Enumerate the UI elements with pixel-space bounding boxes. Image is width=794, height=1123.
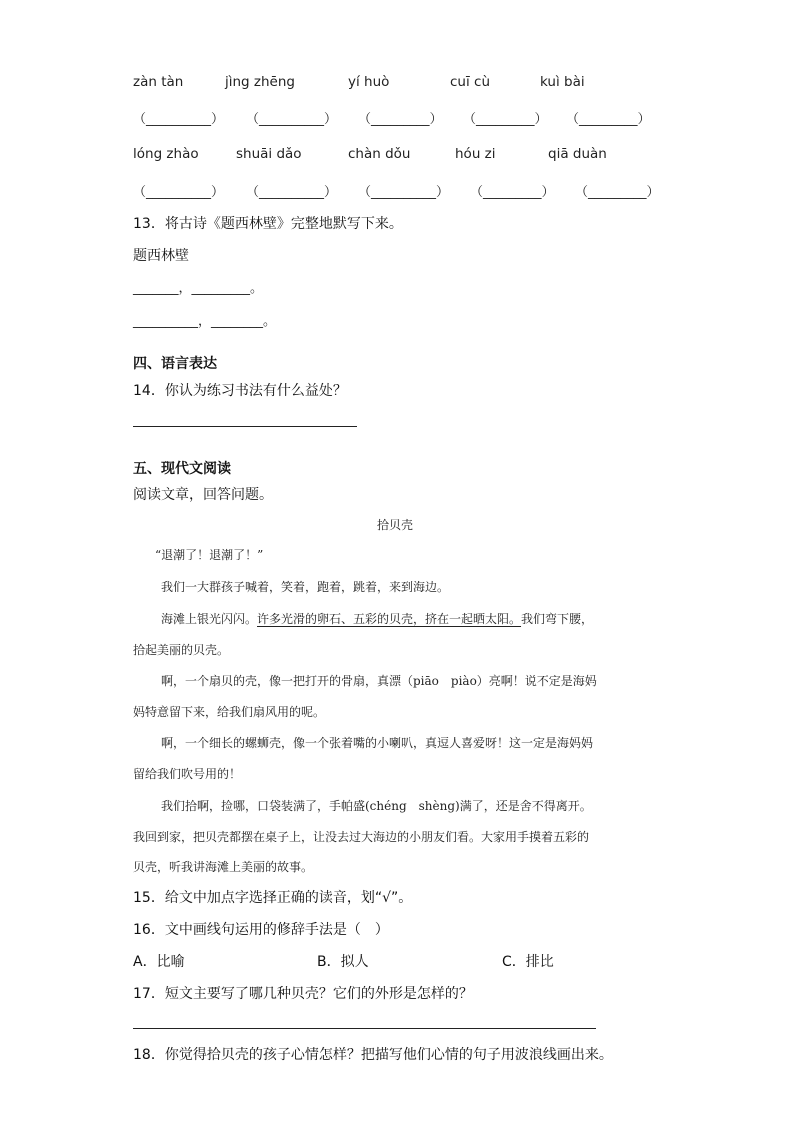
passage-paragraph-7-cont: 贝壳，听我讲海滩上美丽的故事。 (133, 860, 314, 874)
comma: ， (178, 281, 192, 296)
period: 。 (263, 314, 277, 329)
answer-blank[interactable]: （_________） (575, 185, 660, 200)
question-15: 15．给文中加点字选择正确的读音，划“√”。 (133, 890, 413, 906)
answer-blank[interactable]: （__________） (358, 185, 450, 200)
answer-blank[interactable]: （_________） (470, 185, 555, 200)
answer-blank[interactable]: （__________） (133, 112, 225, 127)
underlined-sentence: 许多光滑的卵石、五彩的贝壳，挤在一起晒太阳。 (257, 612, 522, 626)
poem-blank[interactable]: _________ (191, 281, 251, 296)
pinyin-3: yí huò (348, 74, 390, 90)
question-13: 13．将古诗《题西林壁》完整地默写下来。 (133, 216, 403, 232)
poem-blank[interactable]: __________ (133, 314, 198, 329)
passage-title: 拾贝壳 (377, 518, 414, 532)
passage-paragraph-5: 啊，一个细长的螺蛳壳，像一个张着嘴的小喇叭，真逗人喜爱呀！这一定是海妈妈 (161, 736, 594, 750)
passage-text: 海滩上银光闪闪。 (161, 612, 258, 626)
answer-blank[interactable]: （_________） (358, 112, 443, 127)
passage-paragraph-7: 我回到家，把贝壳都摆在桌子上，让没去过大海边的小朋友们看。大家用手摸着五彩的 (133, 830, 590, 844)
section-heading-4: 四、语言表达 (133, 356, 217, 372)
option-b[interactable]: B．拟人 (317, 954, 369, 970)
section-heading-5: 五、现代文阅读 (133, 461, 231, 477)
answer-blank[interactable]: （__________） (133, 185, 225, 200)
option-c[interactable]: C．排比 (502, 954, 554, 970)
option-a[interactable]: A．比喻 (133, 954, 185, 970)
poem-title: 题西林壁 (133, 248, 189, 264)
question-16: 16．文中画线句运用的修辞手法是（ ） (133, 922, 389, 938)
passage-paragraph-3-cont: 拾起美丽的贝壳。 (133, 643, 230, 657)
question-14: 14．你认为练习书法有什么益处？ (133, 383, 347, 399)
passage-text: 我们弯下腰， (521, 612, 594, 626)
passage-paragraph-6: 我们拾啊，捡哪，口袋装满了，手帕盛(chéng shèng)满了，还是舍不得离开。 (161, 799, 592, 813)
poem-blank[interactable]: ________ (211, 314, 264, 329)
pinyin-6: lóng zhào (133, 146, 199, 162)
passage-paragraph-3 (161, 610, 593, 627)
question-17: 17．短文主要写了哪几种贝壳？它们的外形是怎样的？ (133, 986, 473, 1002)
poem-line-2[interactable] (133, 310, 276, 329)
pinyin-9: hóu zi (455, 146, 496, 162)
poem-blank[interactable]: _______ (133, 281, 179, 296)
pinyin-8: chàn dǒu (348, 146, 411, 162)
pinyin-2: jìng zhēng (225, 74, 295, 90)
pinyin-10: qiā duàn (548, 146, 607, 162)
passage-paragraph-4: 啊，一个扇贝的壳，像一把打开的骨扇，真漂（piāo piào）亮啊！说不定是海妈 (161, 674, 597, 688)
answer-blank[interactable]: （__________） (246, 185, 338, 200)
reading-instruction: 阅读文章，回答问题。 (133, 487, 273, 503)
passage-paragraph-5-cont: 留给我们吹号用的！ (133, 767, 242, 781)
pinyin-7: shuāi dǎo (236, 146, 302, 162)
pinyin-1: zàn tàn (133, 74, 184, 90)
comma: ， (198, 314, 212, 329)
passage-paragraph-2: 我们一大群孩子喊着，笑着，跑着，跳着，来到海边。 (161, 580, 450, 594)
passage-paragraph-4-cont: 妈特意留下来，给我们扇风用的呢。 (133, 705, 326, 719)
answer-line-14[interactable] (133, 426, 357, 427)
answer-line-17[interactable] (133, 1028, 596, 1029)
poem-line-1[interactable] (133, 277, 263, 296)
answer-blank[interactable]: （_________） (463, 112, 548, 127)
passage-paragraph-1: “退潮了！退潮了！” (155, 548, 264, 562)
pinyin-5: kuì bài (540, 74, 585, 90)
answer-blank[interactable]: （_________） (566, 112, 651, 127)
answer-blank[interactable]: （__________） (246, 112, 338, 127)
period: 。 (250, 281, 264, 296)
question-18: 18．你觉得拾贝壳的孩子心情怎样？把描写他们心情的句子用波浪线画出来。 (133, 1047, 613, 1063)
pinyin-4: cuī cù (450, 74, 490, 90)
